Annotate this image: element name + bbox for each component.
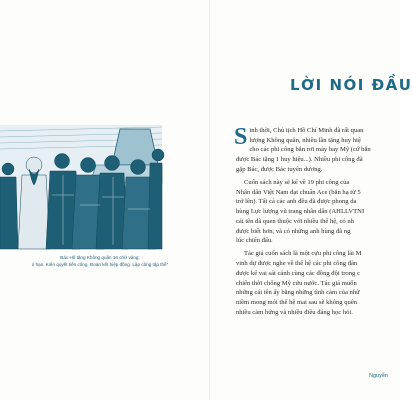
paragraph-3 — [236, 249, 406, 317]
text-line: lúc chiến đấu. — [236, 237, 273, 245]
page-footer-author: Nguyễn — [369, 373, 388, 379]
caption-line: Bác Hồ tặng Không quân 16 chữ vàng: — [60, 255, 140, 260]
text-line: Nhân dân Việt Nam đạt chuẩn Ace (bắn hạ từ 5 — [236, 188, 361, 196]
paragraph-1 — [236, 126, 406, 175]
illustration-uncle-ho-with-pilots — [0, 125, 162, 249]
drop-cap: S — [234, 124, 248, 150]
text-line: cái tên đã quen thuộc với nhiều thế hệ, có nh — [236, 217, 354, 225]
text-line: được biết hơn, và có những anh hùng đã ng — [236, 227, 351, 235]
foreword-body — [236, 126, 406, 321]
text-line: inh thời, Chủ tịch Hồ Chí Minh đã rất quan — [249, 127, 364, 134]
text-line: lượng Không quân, nhiều lần tặng huy hiệ — [249, 136, 361, 144]
pilots-illustration — [0, 125, 162, 249]
caption-line: ó hạn. Kiên quyết tiến công. Đoàn kết hiệp đồng. Lập công tập thể" — [31, 262, 169, 267]
text-line: nhiều cảm hứng và nhiều điều đáng học hỏi. — [236, 308, 353, 316]
text-line: được kể vai sát cánh cùng các đồng đội trong c — [236, 269, 360, 277]
text-line: những cái tên ấy bằng những tình cảm của nhữ — [236, 289, 360, 297]
text-line: Cuốn sách này sẽ kể về 19 phi công của — [244, 179, 350, 187]
text-line: niềm mong mỏi thế hệ mai sau sẽ không quên — [236, 298, 358, 306]
text-line: trở lên). Tất cả các anh đều đã được phong da — [236, 198, 357, 206]
text-line: Tác giả cuốn sách là một cựu phi công lái M — [244, 250, 362, 258]
text-line: gặp Bác, được Bác tuyên dương. — [236, 165, 323, 173]
text-line: cho các phi công bắn rơi máy bay Mỹ (cứ bắn — [249, 146, 371, 154]
text-line: vinh dự được nghe về thế hệ các phi công đàn — [236, 260, 358, 268]
text-line: được Bác tặng 1 huy hiệu...). Nhiều phi công đã — [236, 156, 363, 164]
page-heading: LỜI NÓI ĐẦU — [290, 76, 412, 94]
paragraph-2 — [236, 178, 406, 246]
right-page — [210, 0, 412, 400]
illustration-caption — [0, 254, 200, 268]
text-line: chiến thời chống Mỹ cứu nước. Tác giả muốn — [236, 279, 357, 287]
text-line: hùng Lực lượng vũ trang nhân dân (AHLLVTNI — [236, 208, 365, 216]
